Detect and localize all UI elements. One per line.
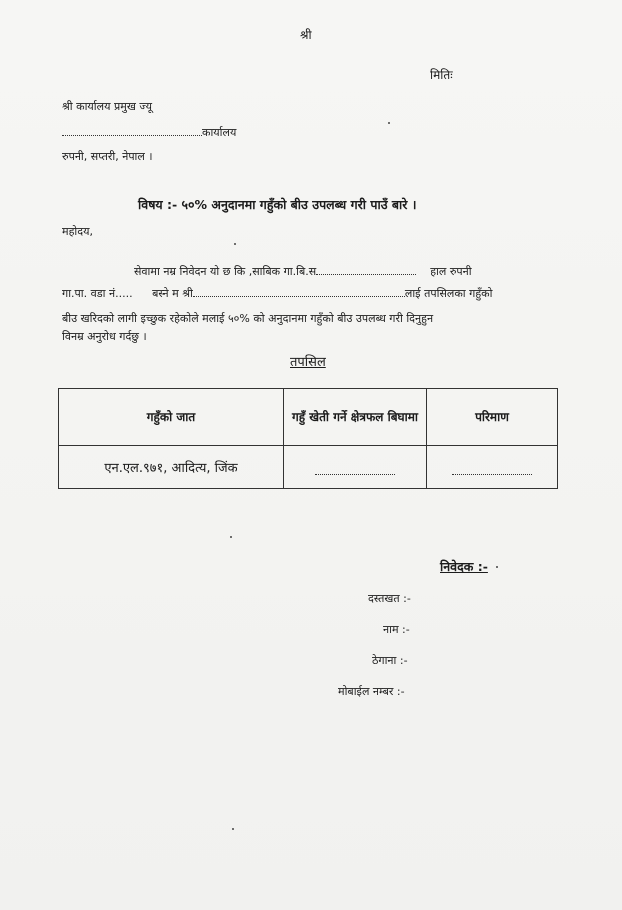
paper-speck [232,828,234,830]
paper-speck [388,122,390,124]
area-blank [315,474,395,475]
name-field: नाम :- [383,623,410,636]
body-line-1 [62,264,558,279]
recipient-line: श्री कार्यालय प्रमुख ज्यू [62,100,152,113]
signature-field: दस्तखत :- [368,592,411,605]
shree-heading: श्री [300,28,312,42]
body-line-1-text: सेवामा नम्र निवेदन यो छ कि ,साबिक गा.बि.स [134,265,317,278]
vdc-blank [316,264,416,275]
subject-line: विषय :- ५०% अनुदानमा गहुँको बीउ उपलब्ध गरी पाउँ बारे । [138,197,417,212]
name-blank [193,286,405,297]
address-line: रुपनी, सप्तरी, नेपाल । [62,150,153,163]
office-suffix: कार्यालय [202,126,237,139]
paper-speck [496,566,498,568]
resident-text: बस्ने म श्री [152,287,193,300]
body-line-2-end: लाई तपसिलका गहुँको [404,287,493,300]
details-table [58,388,558,489]
body-line-1-end: हाल रुपनी [430,265,472,278]
cell-area [284,446,427,489]
header-area: गहुँ खेती गर्ने क्षेत्रफल बिघामा [284,389,427,446]
office-name-blank [62,125,202,136]
table-row [59,446,558,489]
header-quantity: परिमाण [427,389,558,446]
table-header-row [59,389,558,446]
mobile-field: मोबाईल नम्बर :- [338,685,405,698]
cell-quantity [427,446,558,489]
ward-text: गा.पा. वडा नं..... [62,287,133,300]
quantity-blank [452,474,532,475]
office-line [62,125,236,140]
paper-speck [230,536,232,538]
applicant-heading: निवेदक :- [440,559,488,574]
cell-variety: एन.एल.९७१, आदित्य, जिंक [59,446,284,489]
paper-speck [234,243,236,245]
header-variety: गहुँको जात [59,389,284,446]
body-line-3: बीउ खरिदको लागी इच्छुक रहेकोले मलाई ५०% को अनुदानमा गहुँको बीउ उपलब्ध गरी दिनुहुन [62,312,434,325]
salutation: महोदय, [62,225,93,238]
body-line-2 [62,286,558,301]
address-field: ठेगाना :- [372,654,408,667]
table-heading: तपसिल [290,355,326,370]
date-label: मितिः [430,68,453,82]
body-line-4: विनम्र अनुरोध गर्दछु । [62,330,147,343]
